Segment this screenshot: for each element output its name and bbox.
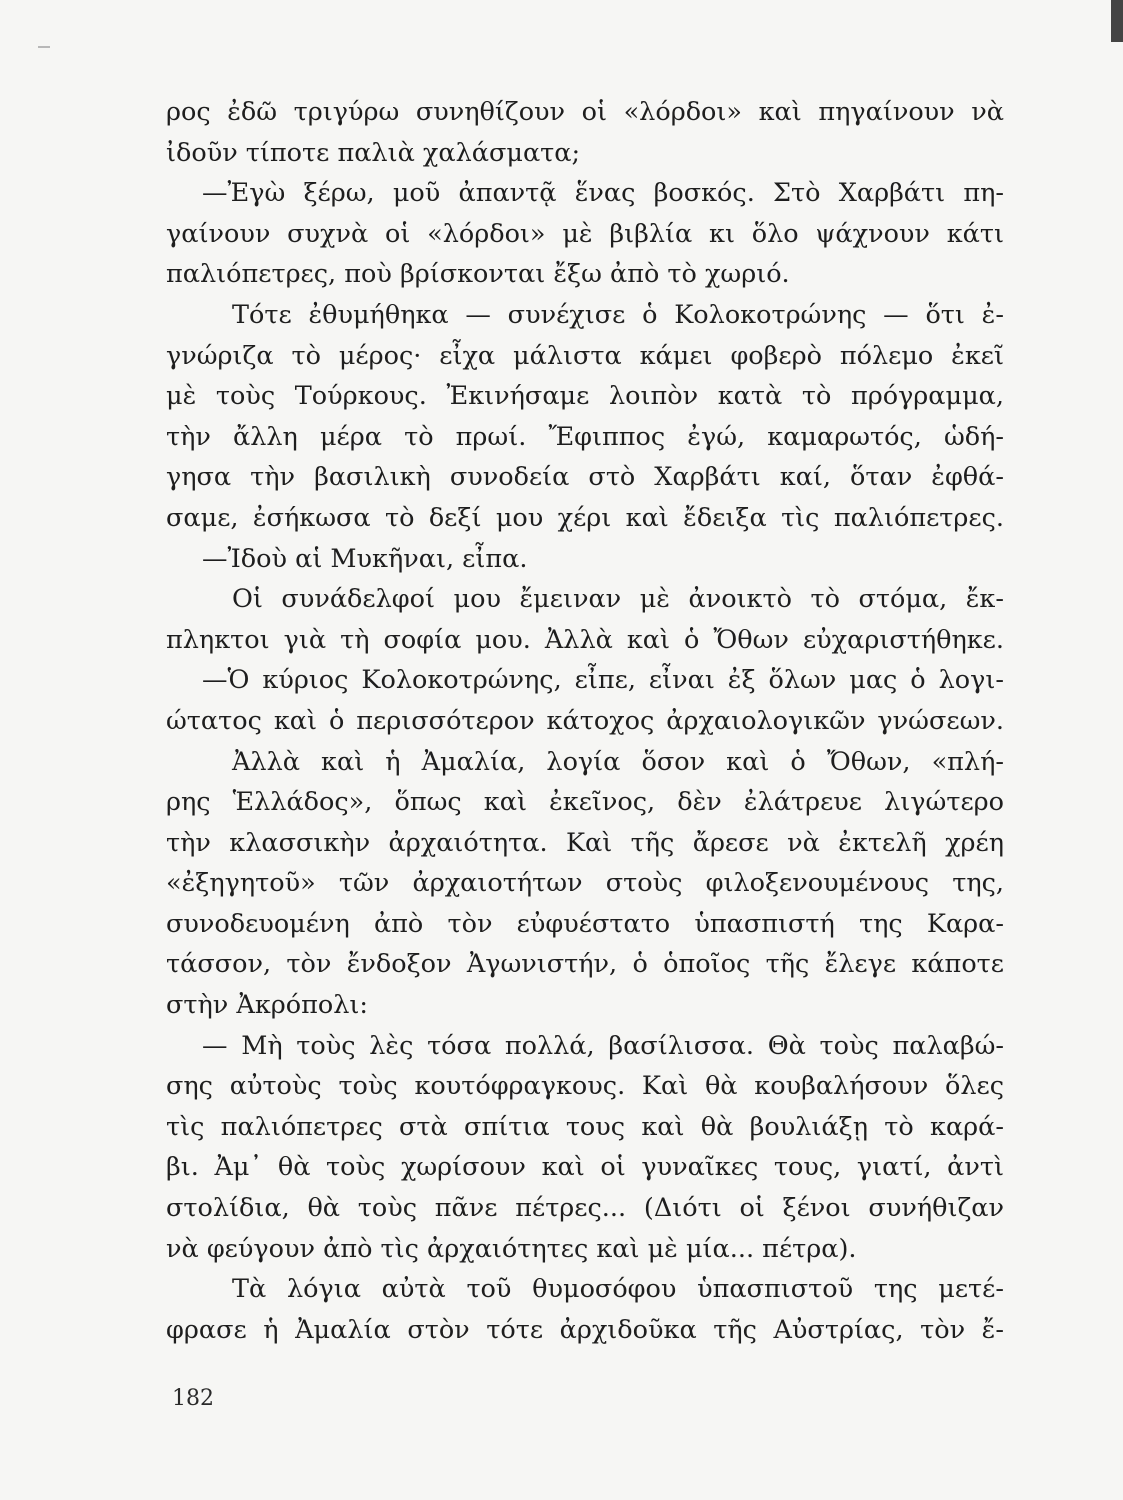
body-text (166, 92, 1004, 1350)
text-line: τὶς παλιόπετρες στὰ σπίτια τους καὶ θὰ βουλιάξῃ τὸ καρά- (166, 1111, 1004, 1142)
text-line: στὴν Ἀκρόπολι: (166, 990, 368, 1021)
text-line: συνοδευομένη ἀπὸ τὸν εὐφυέστατο ὑπασπιστή της Καρα- (166, 908, 1004, 939)
text-line: ώτατος καὶ ὁ περισσότερον κάτοχος ἀρχαιολογικῶν γνώσεων. (166, 705, 1004, 736)
text-line: σης αὐτοὺς τοὺς κουτόφραγκους. Καὶ θὰ κουβαλήσουν ὅλες (166, 1071, 1004, 1102)
page-number: 182 (172, 1386, 214, 1411)
text-line: γησα τὴν βασιλικὴ συνοδεία στὸ Χαρβάτι καί, ὅταν ἐφθά- (166, 462, 1004, 493)
text-line: — Μὴ τοὺς λὲς τόσα πολλά, βασίλισσα. Θὰ τοὺς παλαβώ- (202, 1030, 1004, 1061)
text-line: νὰ φεύγουν ἀπὸ τὶς ἀρχαιότητες καὶ μὲ μία... πέτρα). (166, 1233, 857, 1264)
scan-edge-mark (38, 46, 50, 48)
text-line: Οἱ συνάδελφοί μου ἔμειναν μὲ ἀνοικτὸ τὸ στόμα, ἔκ- (232, 584, 1004, 615)
text-line: τὴν κλασσικὴν ἀρχαιότητα. Καὶ τῆς ἄρεσε νὰ ἐκτελῆ χρέη (166, 827, 1004, 858)
text-line: γνώριζα τὸ μέρος· εἶχα μάλιστα κάμει φοβερὸ πόλεμο ἐκεῖ (166, 340, 1004, 371)
text-line: —Ἐγὼ ξέρω, μοῦ ἀπαντᾷ ἕνας βοσκός. Στὸ Χαρβάτι πη- (202, 178, 1004, 209)
text-line: παλιόπετρες, ποὺ βρίσκονται ἔξω ἀπὸ τὸ χωριό. (166, 259, 790, 290)
text-line: Τὰ λόγια αὐτὰ τοῦ θυμοσόφου ὑπασπιστοῦ της μετέ- (232, 1274, 1004, 1305)
text-line: στολίδια, θὰ τοὺς πᾶνε πέτρες... (Διότι οἱ ξένοι συνήθιζαν (166, 1193, 1004, 1224)
text-line: φρασε ἡ Ἀμαλία στὸν τότε ἀρχιδοῦκα τῆς Αὐστρίας, τὸν ἔ- (166, 1314, 1004, 1345)
text-line: σαμε, ἐσήκωσα τὸ δεξί μου χέρι καὶ ἔδειξα τὶς παλιόπετρες. (166, 502, 1004, 533)
text-line: γαίνουν συχνὰ οἱ «λόρδοι» μὲ βιβλία κι ὅλο ψάχνουν κάτι (166, 218, 1004, 249)
text-line: τάσσον, τὸν ἔνδοξον Ἀγωνιστήν, ὁ ὁποῖος τῆς ἔλεγε κάποτε (166, 949, 1004, 980)
text-line: ἰδοῦν τίποτε παλιὰ χαλάσματα; (166, 137, 581, 168)
scan-corner-shadow (1111, 0, 1123, 42)
text-line: πληκτοι γιὰ τὴ σοφία μου. Ἀλλὰ καὶ ὁ Ὄθων εὐχαριστήθηκε. (166, 624, 1004, 655)
text-line: ρος ἐδῶ τριγύρω συνηθίζουν οἱ «λόρδοι» καὶ πηγαίνουν νὰ (166, 97, 1004, 127)
text-line: —Ὁ κύριος Κολοκοτρώνης, εἶπε, εἶναι ἐξ ὅλων μας ὁ λογι- (202, 665, 1004, 696)
text-line: τὴν ἄλλη μέρα τὸ πρωί. Ἔφιππος ἐγώ, καμαρωτός, ὡδή- (166, 421, 1004, 452)
text-line: μὲ τοὺς Τούρκους. Ἐκινήσαμε λοιπὸν κατὰ τὸ πρόγραμμα, (166, 381, 1004, 412)
text-line: βι. Ἀμ᾽ θὰ τοὺς χωρίσουν καὶ οἱ γυναῖκες τους, γιατί, ἀντὶ (166, 1152, 1004, 1183)
text-line: Ἀλλὰ καὶ ἡ Ἀμαλία, λογία ὅσον καὶ ὁ Ὄθων, «πλή- (232, 746, 1004, 777)
text-line: —Ἰδοὺ αἱ Μυκῆναι, εἶπα. (202, 543, 528, 574)
text-line: Τότε ἐθυμήθηκα — συνέχισε ὁ Κολοκοτρώνης — ὅτι ἐ- (232, 299, 1004, 330)
text-line: ρης Ἑλλάδος», ὅπως καὶ ἐκεῖνος, δὲν ἐλάτρευε λιγώτερο (166, 787, 1004, 818)
text-line: «ἐξηγητοῦ» τῶν ἀρχαιοτήτων στοὺς φιλοξενουμένους της, (166, 868, 1004, 899)
